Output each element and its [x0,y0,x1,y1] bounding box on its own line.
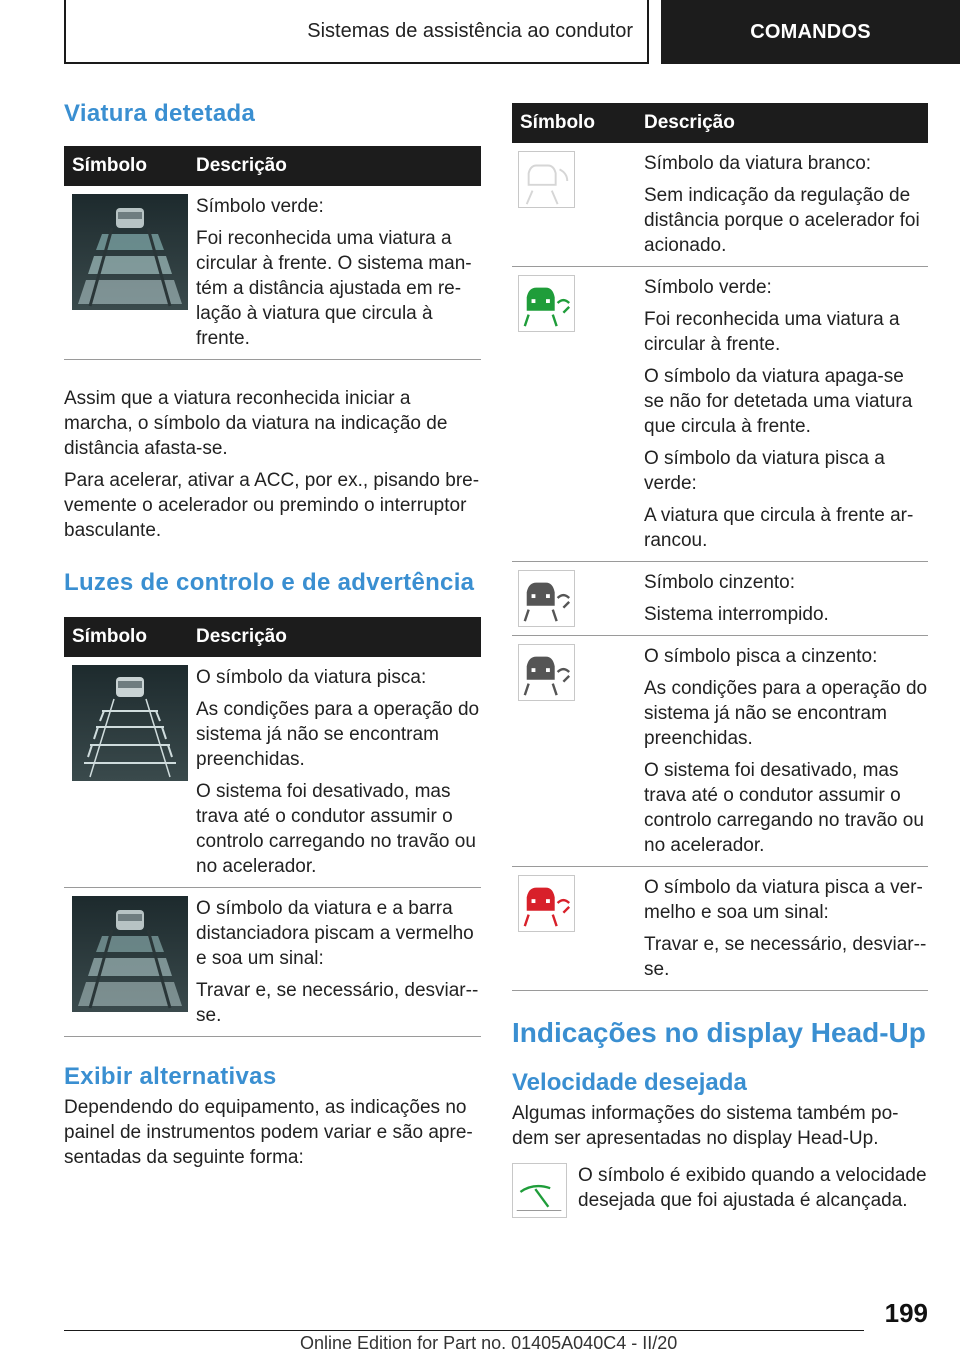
row-text-2: Travar e, se necessário, desviar--se. [196,980,479,1026]
row-text-1: Símbolo verde: [196,196,324,217]
exibir-paragraph: Dependendo do equipamento, as indicações no painel de instrumentos podem variar e são apre-sentadas da seguinte forma: [64,1097,473,1168]
car-gray-icon [518,570,575,627]
paragraph-acelerar: Para acelerar, ativar a ACC, por ex., pisando bre-vemente o acelerador ou premindo o interruptor basculante. [64,470,480,541]
row-text-2: Foi reconhecida uma viatura a circular à frente. O sistema man-tém a distância ajustada em re-lação à viatura que circula à frente. [196,228,472,349]
viatura-table [64,146,481,360]
table-row [512,143,928,267]
car-distance-green-scene-icon [72,194,188,310]
row-text-3: O símbolo da viatura apaga-se se não for detetada uma viatura que circula à frente. [644,366,913,437]
row-text-5: A viatura que circula à frente ar-rancou. [644,505,914,551]
page-number: 199 [884,1298,928,1328]
row-text-4: O símbolo da viatura pisca a verde: [644,448,885,494]
car-red-icon [518,875,575,932]
row-text-1: O símbolo da viatura e a barra distanciadora piscam a vermelho e soa um sinal: [196,898,474,969]
exibir-heading: Exibir alternativas [64,1063,277,1090]
car-distance-red-scene-icon [72,896,188,1012]
row-text-2: Sistema interrompido. [644,604,829,625]
car-white-icon [518,151,575,208]
row-text-2: Travar e, se necessário, desviar--se. [644,934,927,980]
table-row [64,657,481,888]
col-description: Descrição [644,112,735,133]
hud-icon-text: O símbolo é exibido quando a velocidade desejada que foi ajustada é alcançada. [578,1165,927,1211]
luzes-table [64,617,481,1037]
luzes-heading: Luzes de controlo e de advertência [64,569,475,596]
col-description: Descrição [196,626,287,647]
row-text-1: O símbolo da viatura pisca a ver-melho e soa um sinal: [644,877,923,923]
hud-heading: Indicações no display Head-Up [512,1017,926,1048]
car-gray-flashing-icon [518,644,575,701]
speed-reached-icon [512,1163,567,1218]
car-flashing-scene-icon [72,665,188,781]
col-symbol: Símbolo [72,155,147,176]
table-row [512,562,928,636]
table-header [64,617,481,657]
table-row [512,867,928,991]
left-column [64,100,481,1170]
car-green-icon [518,275,575,332]
table-row [512,636,928,867]
table-header [64,146,481,186]
right-column [512,103,928,1218]
col-symbol: Símbolo [72,626,147,647]
row-text-2: Sem indicação da regulação de distância porque o acelerador foi acionado. [644,185,920,256]
hud-paragraph: Algumas informações do sistema também po-dem ser apresentadas no display Head-Up. [512,1103,899,1149]
row-text-1: O símbolo pisca a cinzento: [644,646,878,667]
symbols-table [512,103,928,991]
row-text-1: Símbolo verde: [644,277,772,298]
hud-icon-row [512,1163,928,1218]
table-row [512,267,928,562]
row-text-2: As condições para a operação do sistema já não se encontram preenchidas. [196,699,480,770]
table-header [512,103,928,143]
row-text-1: Símbolo da viatura branco: [644,153,872,174]
row-text-1: O símbolo da viatura pisca: [196,667,427,688]
header-section-title [64,0,649,64]
row-text-3: O sistema foi desativado, mas trava até o condutor assumir o controlo carregando no travão ou no acelerador. [644,760,924,856]
viatura-detetada-heading: Viatura detetada [64,100,256,127]
row-text-1: Símbolo cinzento: [644,572,796,593]
row-text-2: Foi reconhecida uma viatura a circular à frente. [644,309,900,355]
col-description: Descrição [196,155,287,176]
header-chapter [661,0,960,64]
footer-divider [64,1330,864,1331]
row-text-2: As condições para a operação do sistema já não se encontram preenchidas. [644,678,928,749]
velocidade-heading: Velocidade desejada [512,1069,747,1096]
section-title: Sistemas de assistência ao condutor [307,19,633,42]
table-row [64,888,481,1037]
paragraph-marcha: Assim que a viatura reconhecida iniciar a marcha, o símbolo da viatura na indicação de distância afasta-se. [64,388,448,459]
row-text-3: O sistema foi desativado, mas trava até o condutor assumir o controlo carregando no travão ou no acelerador. [196,781,476,877]
edition-text: Online Edition for Part no. 01405A040C4 - II/20 [300,1333,678,1353]
table-row [64,186,481,360]
chapter-title: COMANDOS [750,20,871,43]
col-symbol: Símbolo [520,112,595,133]
